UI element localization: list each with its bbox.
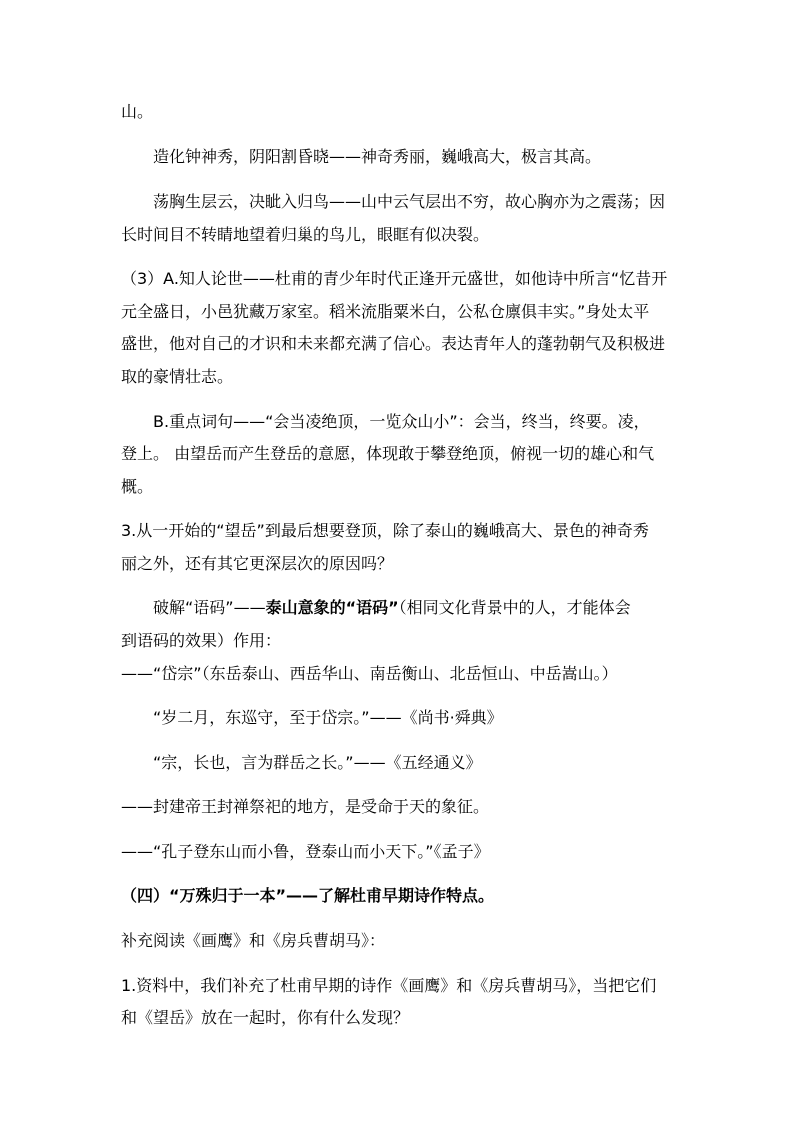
text-line: 荡胸生层云，决眦入归鸟——山中云气层出不穷，故心胸亦为之震荡；因 (153, 192, 666, 211)
section-heading: （四）“万殊归于一本”——了解杜甫早期诗作特点。 (121, 886, 495, 905)
text-line: 补充阅读《画鹰》和《房兵曹胡马》： (121, 931, 386, 950)
question-line: 1.资料中，我们补充了杜甫早期的诗作《画鹰》和《房兵曹胡马》，当把它们 (121, 976, 657, 995)
text-line: 到语码的效果）作用： (121, 631, 282, 650)
quote-line: “岁二月，东巡守，至于岱宗。”——《尚书·舜典》 (153, 708, 503, 727)
text-line: 长时间目不转睛地望着归巢的鸟儿，眼眶有似决裂。 (121, 225, 490, 244)
text-run: （相同文化背景中的人，才能体会 (398, 598, 631, 617)
text-line: 盛世，他对自己的才识和未来都充满了信心。表达青年人的蓬勃朝气及积极进 (121, 334, 666, 353)
quote-line: ——“孔子登东山而小鲁，登泰山而小天下。”《孟子》 (121, 842, 490, 861)
text-line: （3）A.知人论世——杜甫的青少年时代正逢开元盛世，如他诗中所言“忆昔开 (121, 269, 668, 288)
text-line: 山。 (121, 102, 154, 121)
text-line: 概。 (121, 477, 154, 496)
text-line: 取的豪情壮志。 (121, 367, 234, 386)
text-line: ——“岱宗”（东岳泰山、西岳华山、南岳衡山、北岳恒山、中岳嵩山。） (121, 664, 618, 683)
text-line: 造化钟神秀，阴阳割昏晓——神奇秀丽，巍峨高大，极言其高。 (153, 147, 602, 166)
question-line: 3.从一开始的“望岳”到最后想要登顶，除了泰山的巍峨高大、景色的神奇秀 (121, 521, 649, 540)
text-line: 登上。 由望岳而产生登岳的意愿，体现敢于攀登绝顶，俯视一切的雄心和气 (121, 444, 655, 463)
text-line: 元全盛日，小邑犹藏万家室。稻米流脂粟米白，公私仓廪俱丰实。”身处太平 (121, 302, 650, 321)
text-line: B.重点词句——“会当凌绝顶，一览众山小”：会当，终当，终要。凌， (153, 412, 650, 431)
quote-line: “宗，长也，言为群岳之长。”——《五经通义》 (153, 753, 482, 772)
text-run: 破解“语码”—— (153, 598, 266, 617)
question-line: 丽之外，还有其它更深层次的原因吗？ (121, 554, 394, 573)
question-line: 和《望岳》放在一起时，你有什么发现？ (121, 1008, 410, 1027)
bold-text-run: 泰山意象的“语码” (265, 598, 399, 617)
text-line: ——封建帝王封禅祭祀的地方，是受命于天的象征。 (121, 797, 490, 816)
text-line (153, 597, 631, 619)
